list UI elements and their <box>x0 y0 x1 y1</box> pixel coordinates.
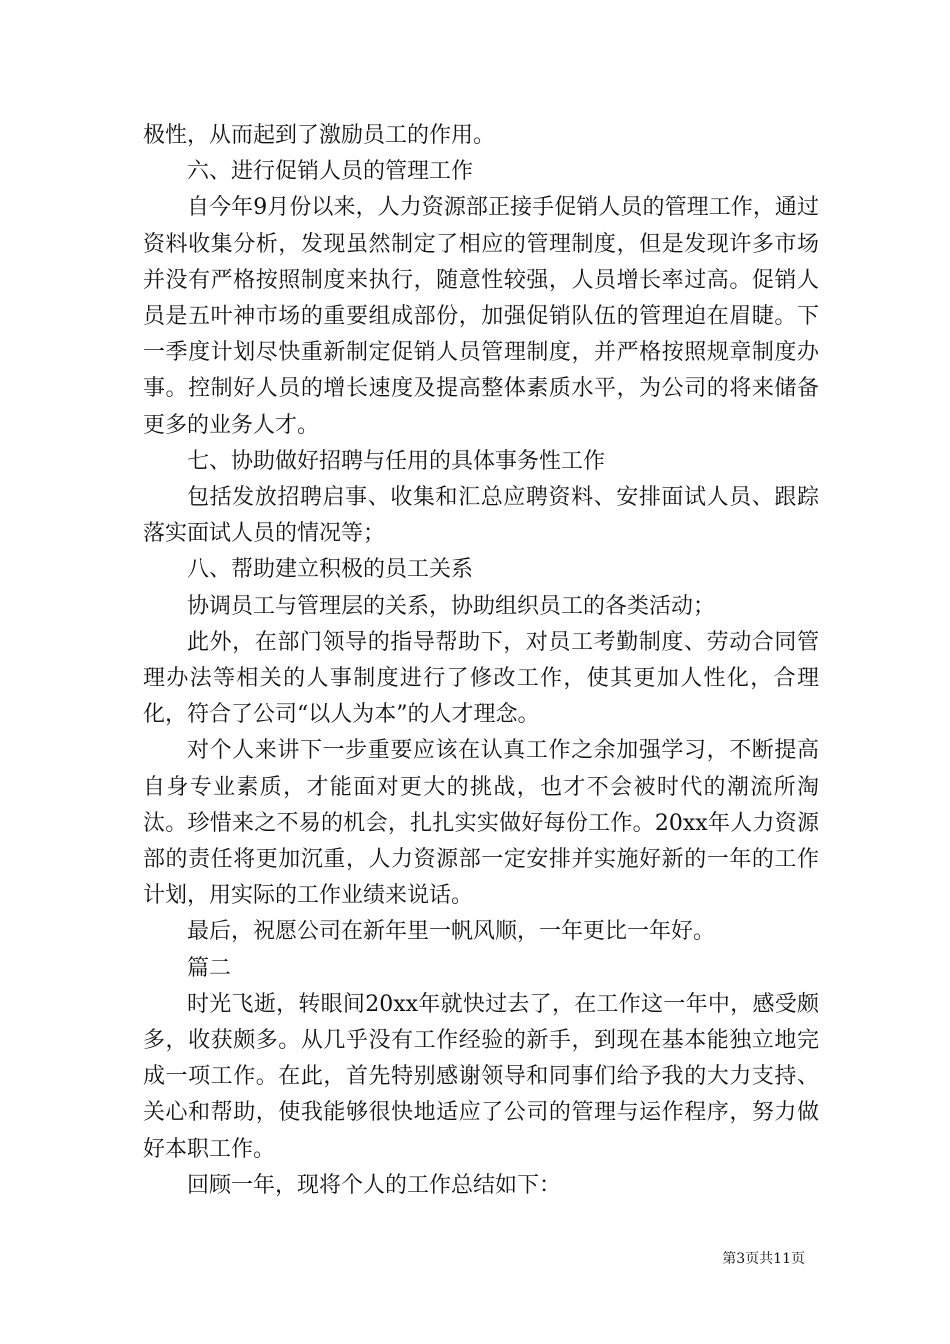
section-heading: 七、协助做好招聘与任用的具体事务性工作 <box>187 448 606 474</box>
section-heading: 八、帮助建立积极的员工关系 <box>187 557 474 583</box>
paragraph: 回顾一年，现将个人的工作总结如下： <box>187 1172 562 1198</box>
paragraph: 极性，从而起到了激励员工的作用。 <box>143 123 496 148</box>
paragraph: 自今年9月份以来，人力资源部正接手促销人员的管理工作，通过资料收集分析，发现虽然制定了相应的管理制度，但是发现许多市场并没有严格按照制度来执行，随意性较强，人员增长率过高。促销人员是五叶神市场的重要组成部份，加强促销队伍的管理迫在眉睫。下一季度计划尽快重新制定促销人员管理制度，并严格按照规章制度办事。控制好人员的增长速度及提高整体素质水平，为公司的将来储备更多的业务人才。 <box>143 195 819 438</box>
paragraph: 时光飞逝，转眼间20xx年就快过去了，在工作这一年中，感受颇多，收获颇多。从几乎没有工作经验的新手，到现在基本能独立地完成一项工作。在此，首先特别感谢领导和同事们给予我的大力支持、关心和帮助，使我能够很快地适应了公司的管理与运作程序，努力做好本职工作。 <box>143 991 819 1162</box>
paragraph: 对个人来讲下一步重要应该在认真工作之余加强学习，不断提高自身专业素质，才能面对更大的挑战，也才不会被时代的潮流所淘汰。珍惜来之不易的机会，扎扎实实做好每份工作。20xx年人力资源部的责任将更加沉重，人力资源部一定安排并实施好新的一年的工作计划，用实际的工作业绩来说话。 <box>143 738 819 909</box>
paragraph: 此外，在部门领导的指导帮助下，对员工考勤制度、劳动合同管理办法等相关的人事制度进行了修改工作，使其更加人性化，合理化，符合了公司“以人为本”的人才理念。 <box>143 629 819 728</box>
paragraph: 协调员工与管理层的关系，协助组织员工的各类活动； <box>187 593 716 619</box>
page-number-footer: 第3页共11页 <box>722 1251 805 1267</box>
section-heading: 六、进行促销人员的管理工作 <box>187 159 474 185</box>
section-heading: 篇二 <box>187 955 232 981</box>
paragraph: 最后，祝愿公司在新年里一帆风顺，一年更比一年好。 <box>187 919 716 945</box>
document-body <box>143 118 819 1204</box>
paragraph: 包括发放招聘启事、收集和汇总应聘资料、安排面试人员、跟踪落实面试人员的情况等； <box>143 485 819 547</box>
